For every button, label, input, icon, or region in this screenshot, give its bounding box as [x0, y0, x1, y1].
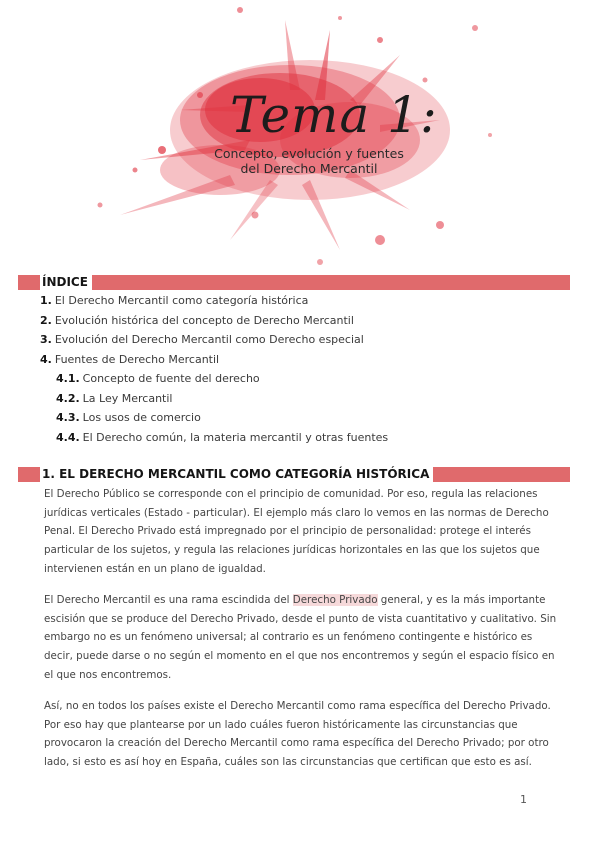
section-heading: 1. EL DERECHO MERCANTIL COMO CATEGORÍA HISTÓRICA: [40, 467, 433, 482]
index-item-label: El Derecho común, la materia mercantil y otras fuentes: [82, 430, 389, 444]
index-item-label: La Ley Mercantil: [82, 391, 173, 405]
index-item-number: 4.: [40, 352, 52, 366]
index-item-number: 3.: [40, 333, 52, 346]
index-item-label: El Derecho Mercantil como categoría histórica: [54, 294, 309, 307]
index-item-number: 4.2.: [56, 391, 80, 405]
paragraph-1: El Derecho Público se corresponde con el principio de comunidad. Por eso, regula las relaciones jurídicas verticales (Estado - particular). El ejemplo más claro lo vemos en las normas de Derecho Penal. El Derecho Privado está impregnado por el principio de personalidad: protege el interés particular de los sujetos, y regula las relaciones jurídicas horizontales en las que los sujetos que intervienen están en un plano de igualdad.: [44, 488, 549, 575]
index-item[interactable]: [40, 330, 388, 350]
index-heading: ÍNDICE: [40, 275, 92, 290]
page-title: Tema 1:: [230, 86, 438, 144]
page-subtitle: [196, 146, 422, 176]
paragraph-2-text: general, y es la más importante escisión que se produce del Derecho Privado, desde el punto de vista cuantitativo y cualitativo. Sin embargo no es un fenómeno universal; al contrario es un fenómeno contingente e histórico es decir, puede darse o no según el momento en el que nos encontremos y según el espacio físico en el que nos encontremos.: [44, 594, 557, 681]
index-subitem[interactable]: [40, 389, 388, 409]
paragraph-2-text: El Derecho Mercantil es una rama escindida del: [44, 594, 293, 606]
index-item-label: Concepto de fuente del derecho: [82, 372, 260, 385]
index-subitem[interactable]: [40, 408, 388, 428]
index-subitem[interactable]: [40, 428, 388, 448]
index-item-number: 4.3.: [56, 411, 80, 424]
index-item-label: Evolución histórica del concepto de Derecho Mercantil: [54, 313, 354, 327]
index-subitem[interactable]: [40, 369, 388, 389]
paragraph-3: Así, no en todos los países existe el Derecho Mercantil como rama específica del Derecho Privado. Por eso hay que plantearse por un lado cuáles fueron históricamente las circunstancias que provocaron la creación del Derecho Mercantil como rama específica del Derecho Privado; por otro lado, si esto es así hoy en España, cuáles son las circunstancias que certifican que esto es así.: [44, 700, 551, 769]
index-item-number: 1.: [40, 294, 52, 307]
index-item-label: Fuentes de Derecho Mercantil: [54, 352, 220, 366]
index-item-label: Los usos de comercio: [82, 411, 201, 424]
paragraph-2: [44, 591, 564, 685]
index-item-number: 4.4.: [56, 430, 80, 444]
subtitle-line-2: del Derecho Mercantil: [240, 161, 378, 176]
index-item-label: Evolución del Derecho Mercantil como Derecho especial: [54, 333, 364, 346]
subtitle-line-1: Concepto, evolución y fuentes: [214, 146, 404, 161]
index-heading-bar: [18, 275, 570, 290]
highlighted-term: Derecho Privado: [292, 594, 378, 606]
index-list: [40, 291, 388, 447]
page-number: 1: [520, 793, 527, 806]
index-item-number: 4.1.: [56, 372, 80, 385]
index-item[interactable]: [40, 350, 388, 370]
index-item-number: 2.: [40, 313, 52, 327]
index-item[interactable]: [40, 311, 388, 331]
index-item[interactable]: [40, 291, 388, 311]
